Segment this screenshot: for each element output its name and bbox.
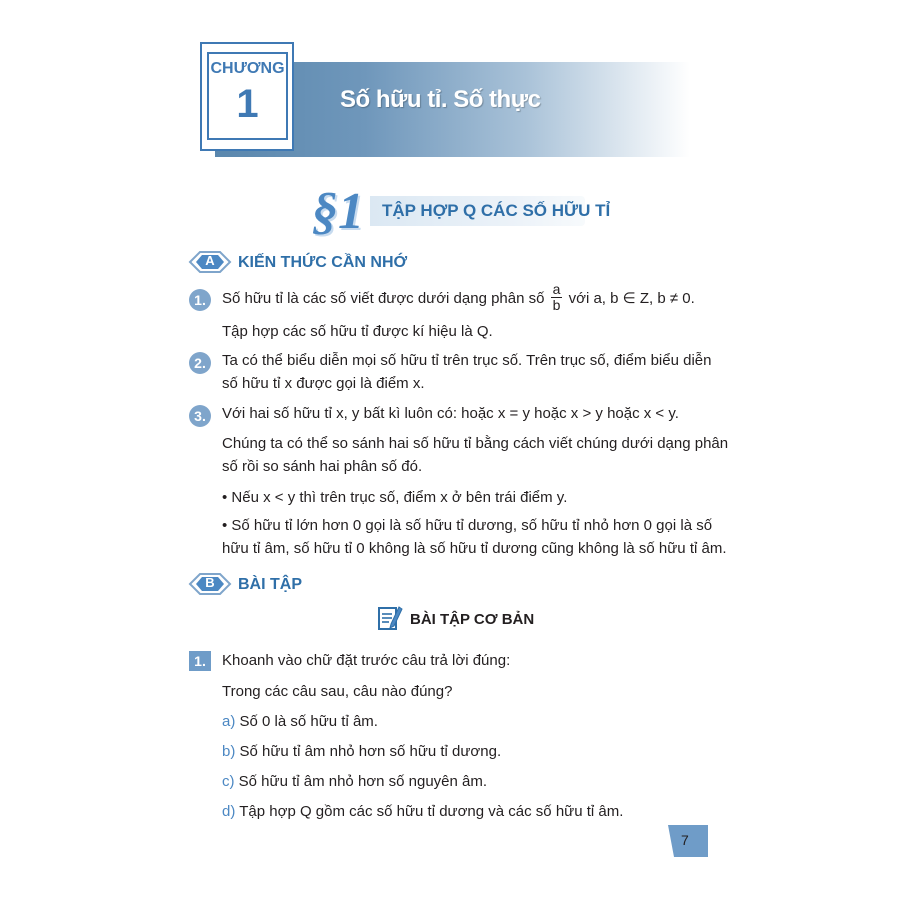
exercise-prompt: Khoanh vào chữ đặt trước câu trả lời đúng: [222,652,511,669]
exercise-group-title: BÀI TẬP CƠ BẢN [410,611,535,628]
part-b-letter: B [205,575,215,590]
chapter-number: 1 [236,82,259,126]
option-c[interactable] [222,772,487,792]
part-b-title: BÀI TẬP [238,576,302,593]
section-title: TẬP HỢP Q CÁC SỐ HỮU TỈ [382,201,611,220]
option-text: Số hữu tỉ âm nhỏ hơn số hữu tỉ dương. [239,743,502,760]
item-3-line-2: Chúng ta có thể so sánh hai số hữu tỉ bằng cách viết chúng dưới dạng phân [222,435,729,452]
item-3-bullet-2-line-1: • Số hữu tỉ lớn hơn 0 gọi là số hữu tỉ dương, số hữu tỉ nhỏ hơn 0 gọi là số [222,517,713,534]
item-3-bullet-2-line-2: hữu tỉ âm, số hữu tỉ 0 không là số hữu tỉ dương cũng không là số hữu tỉ âm. [222,540,727,557]
exercise-question: Trong các câu sau, câu nào đúng? [222,683,453,700]
option-letter: c) [222,773,235,790]
part-a-title: KIẾN THỨC CẦN NHỚ [238,254,408,271]
chapter-title: Số hữu tỉ. Số thực [340,86,541,113]
option-letter: b) [222,743,236,760]
item-2-line-2: số hữu tỉ x được gọi là điểm x. [222,375,425,392]
option-d[interactable] [222,802,623,822]
item-number-3: 3. [189,405,211,427]
chapter-label: CHƯƠNG [210,60,285,77]
item-3-line-1: Với hai số hữu tỉ x, y bất kì luôn có: hoặc x = y hoặc x > y hoặc x < y. [222,405,679,422]
item-3-bullet-1: • Nếu x < y thì trên trục số, điểm x ở bên trái điểm y. [222,489,568,506]
page-number: 7 [681,832,689,848]
option-letter: d) [222,803,236,820]
pencil-note-icon [377,604,403,632]
option-text: Tập hợp Q gồm các số hữu tỉ dương và các số hữu tỉ âm. [239,803,624,820]
fraction-numerator: a [552,280,561,297]
item-1-text-after: với a, b ∈ Z, b ≠ 0. [568,290,695,307]
option-b[interactable] [222,742,501,762]
exercise-number-1: 1. [189,651,211,671]
option-text: Số hữu tỉ âm nhỏ hơn số nguyên âm. [238,773,488,790]
item-2-line-1: Ta có thể biểu diễn mọi số hữu tỉ trên trục số. Trên trục số, điểm biểu diễn [222,352,712,369]
part-a-letter: A [205,253,215,268]
item-1-text-before: Số hữu tỉ là các số viết được dưới dạng phân số [222,290,545,307]
item-3-line-3: số rồi so sánh hai phân số đó. [222,458,423,475]
item-number-2: 2. [189,352,211,374]
item-number-1: 1. [189,289,211,311]
item-1-line-2: Tập hợp các số hữu tỉ được kí hiệu là Q. [222,323,493,340]
fraction-denominator: b [552,296,561,313]
option-letter: a) [222,713,236,730]
option-a[interactable] [222,712,378,732]
fraction-a-over-b [551,282,563,313]
section-sign: §1 [312,183,364,240]
option-text: Số 0 là số hữu tỉ âm. [239,713,378,730]
item-1-line-1 [222,280,695,318]
